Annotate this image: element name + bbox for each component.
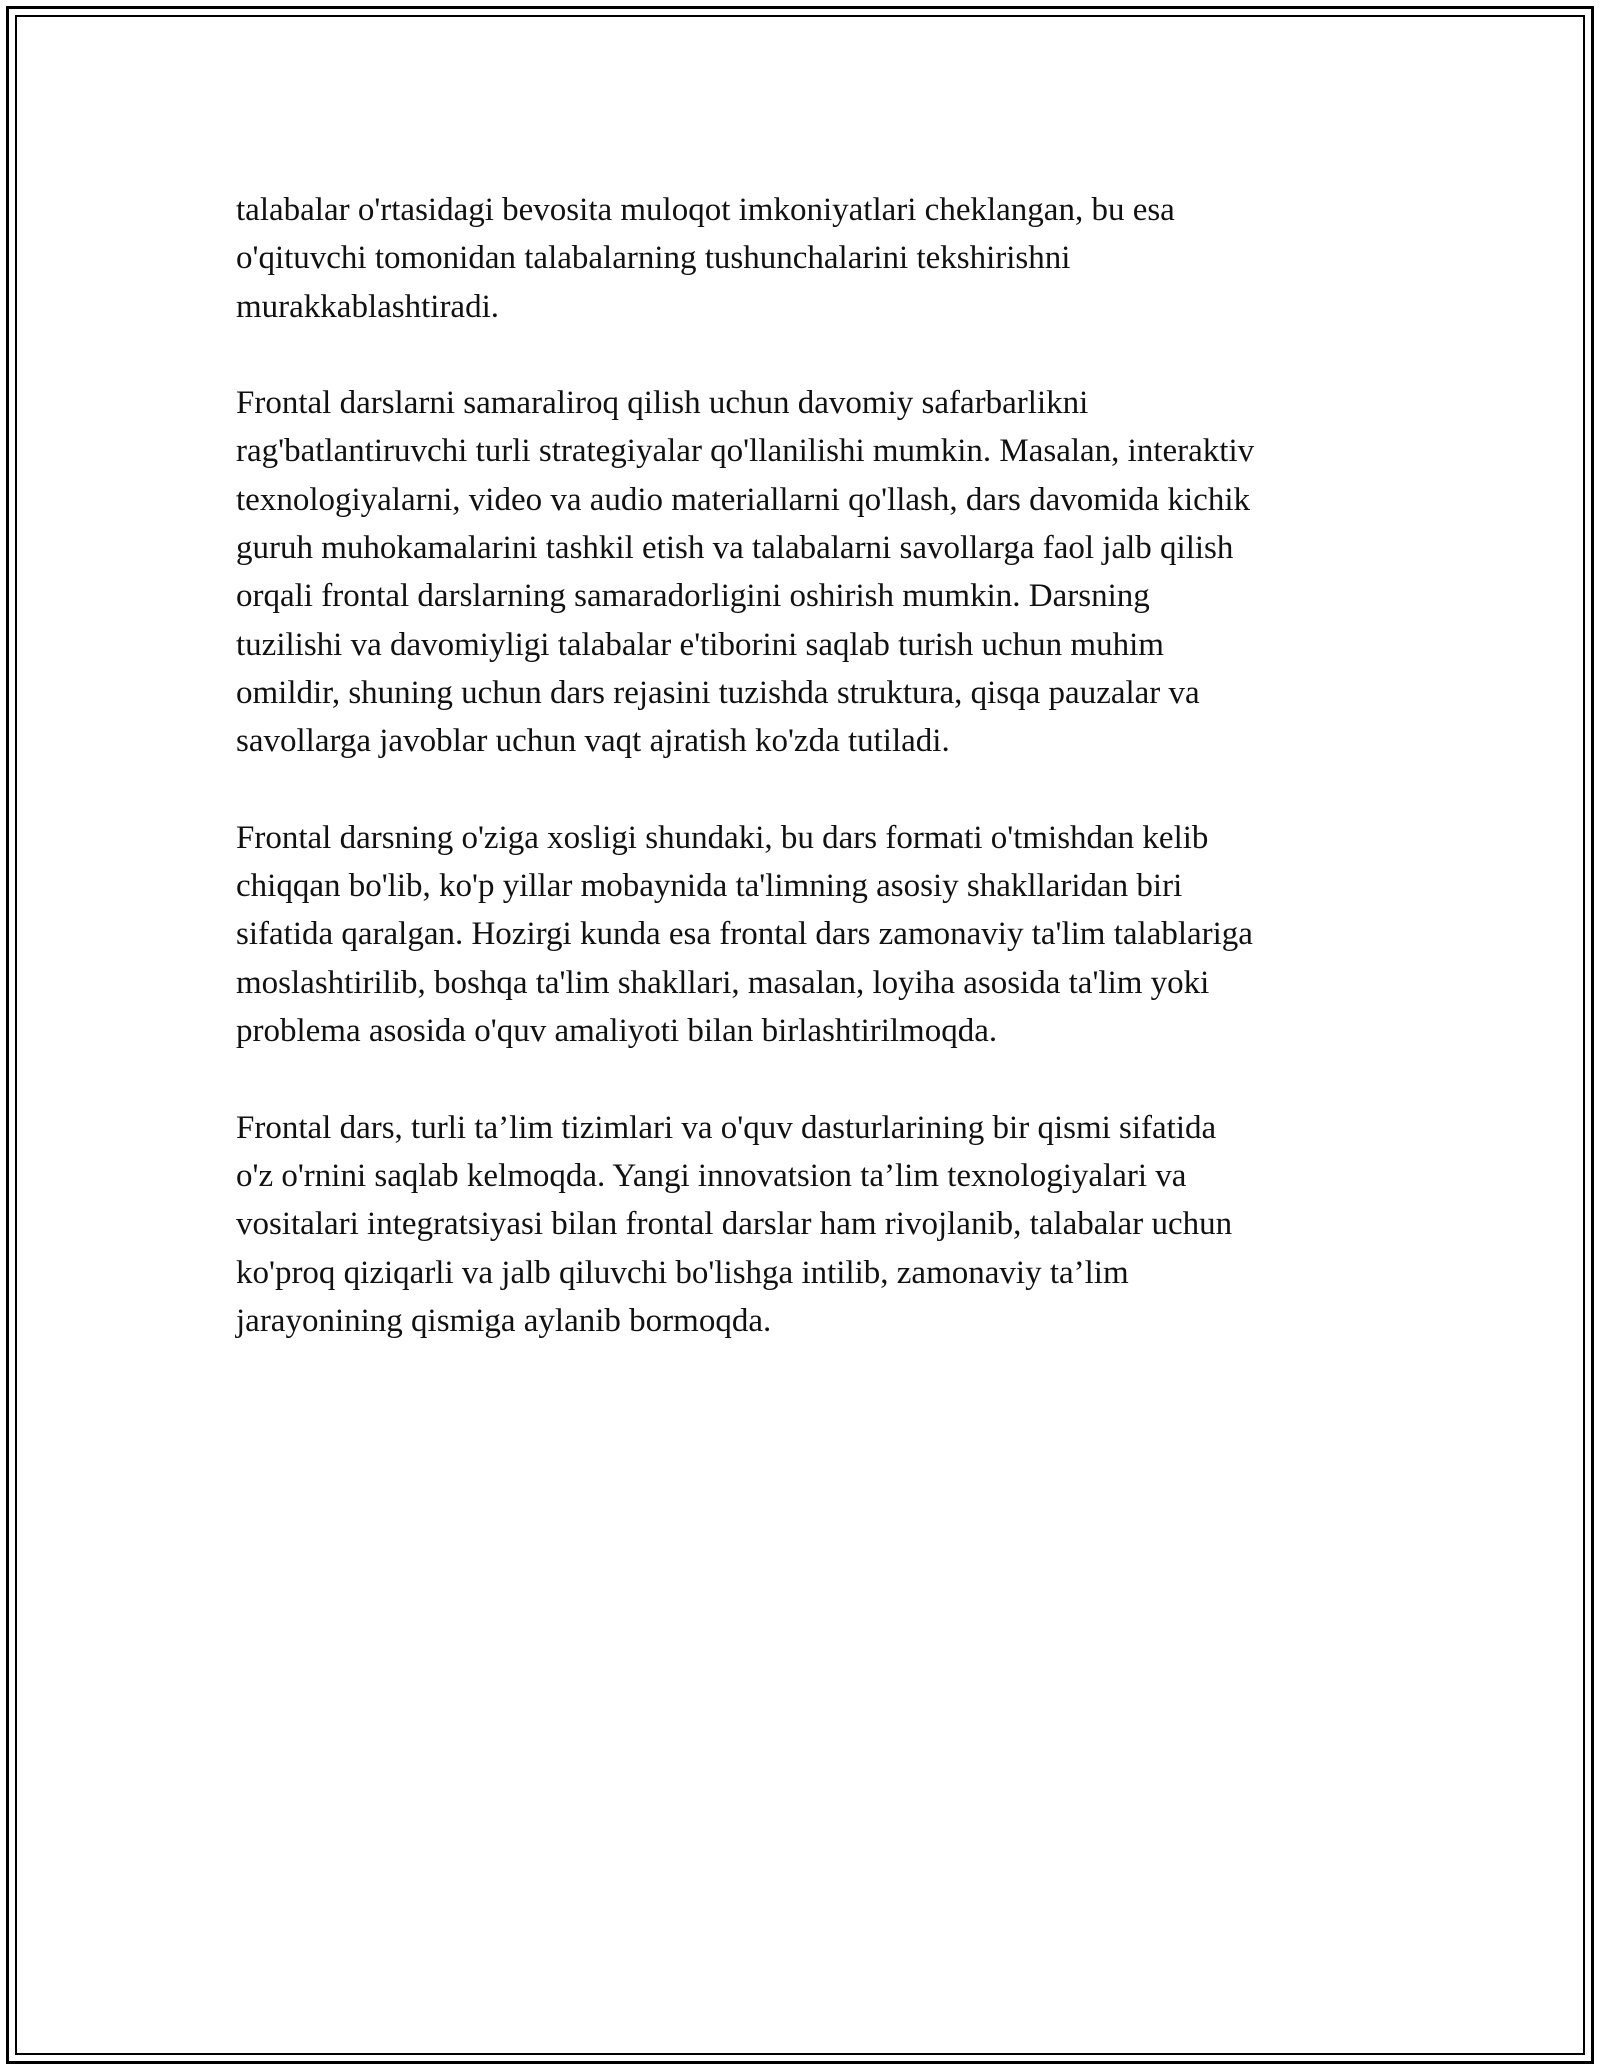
document-body [236, 186, 1366, 1393]
paragraph-1: talabalar o'rtasidagi bevosita muloqot imkoniyatlari cheklangan, bu esa o'qituvchi tomonidan talabalarning tushunchalarini tekshirishni murakkablashtiradi. [236, 192, 1175, 325]
paragraph-3: Frontal darsning o'ziga xosligi shundaki, bu dars formati o'tmishdan kelib chiqqan bo'lib, ko'p yillar mobaynida ta'limning asosiy shakllaridan biri sifatida qaralgan. Hozirgi kunda esa frontal dars zamonaviy ta'lim talablariga moslashtirilib, boshqa ta'lim shakllari, masalan, loyiha asosida ta'lim yoki problema asosida o'quv amaliyoti bilan birlashtirilmoqda. [236, 819, 1253, 1050]
paragraph-2: Frontal darslarni samaraliroq qilish uchun davomiy safarbarlikni rag'batlantiruvchi turli strategiyalar qo'llanilishi mumkin. Masalan, interaktiv texnologiyalarni, video va audio materiallarni qo'llash, dars davomida kichik guruh muhokamalarini tashkil etish va talabalarni savollarga faol jalb qilish orqali frontal darslarning samaradorligini oshirish mumkin. Darsning tuzilishi va davomiyligi talabalar e'tiborini saqlab turish uchun muhim omildir, shuning uchun dars rejasini tuzishda struktura, qisqa pauzalar va savollarga javoblar uchun vaqt ajratish ko'zda tutiladi. [236, 385, 1255, 760]
paragraph-4: Frontal dars, turli ta’lim tizimlari va o'quv dasturlarining bir qismi sifatida o'z o'rnini saqlab kelmoqda. Yangi innovatsion ta’lim texnologiyalari va vositalari integratsiyasi bilan frontal darslar ham rivojlanib, talabalar uchun ko'proq qiziqarli va jalb qiluvchi bo'lishga intilib, zamonaviy ta’lim jarayonining qismiga aylanib bormoqda. [236, 1109, 1233, 1339]
